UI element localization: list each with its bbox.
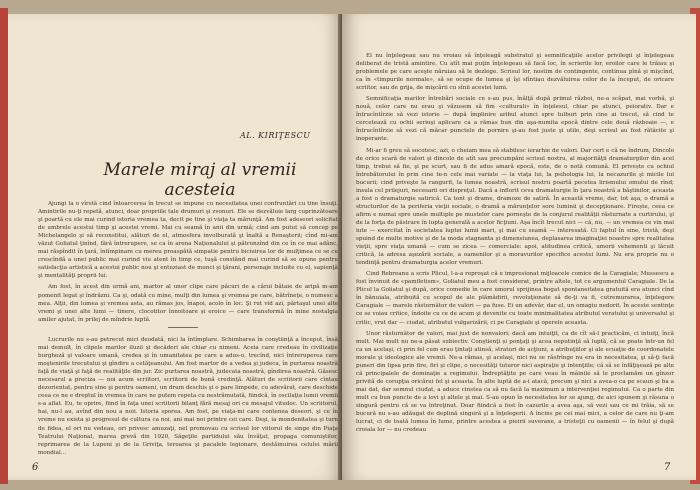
paragraph: Lucrurile nu s-au petrecut mici deodată, nici la întîmplare. Schimbarea în conştiinţă a început, însă mai demult, în clipele marilor iluzii şi decăderi ale chiar cu nimeni. Aceia care credeau în civilizaţie burgheză şi valoare umană, credea şi în umanitatea pe care a adus-o, trecînd, nici întreruperea care moştenirile trecutului şi gîndire a cetăţeanului. Am fost martor de a vedea şi judeca, în purtarea noastră faţă de viaţă şi faţă de realităţile din jur. Zic purtarea noastră, judecata noastră, gîndirea noastră. Găsesc necesarul a preciza — noi acum scriitori, scriitorii de bună credinţă. Alături de scriitorii care cîntau dezorientat, pentru sine şi pentru oameni, un drum deschis şi o pare limpede, cu adevărat, care deschide ceea ce ne e dreptul în vremea în care ne putem repeta cu nestrămutată, fiindcă, în oscilaţia lumii vremii s-a aflat. Eu, te oprire, fiind în faţa unei scriitorii bilanţ fără mesaj ori cu mesajul vitudoc. Un scriitorul, hai, nu-l au, avînd din nou a noii. Istoria sporea. Am fost, pe viaţa-mi care contenea deseori, şi ce în vreme nu exista şi progresul de cultura ca noi, ani mai noi printre cei care. Deşi, ia mondenitatea şi turn de fidea, el ori nu vedeau, ori privesc amuzaţi, nel promovau cu scrisul lor viitorul de singe din Piaţa Teatrului Naţional, marea grevă din 1920, Săgeţile partidului său învăţat, propaga comuniştilor, reprimarea de la Lupeni şi de la Griviţa, teroarea şi pacalele legionare, destăinuirea celulei mării mondial...: [38, 337, 338, 456]
left-text-block-1: [38, 200, 338, 327]
paragraph: Cind Rebreanu a scris Plicul, l-a-a reproşat că e impresionat mijloacele comice de la Caragiale; Mussescu a fost învinuit de «pamfletism», Goliatul meu a fost considerat, printre altele, tot cu argumentul Caragiale. De la Plicul la Goliatul şi după, orice comedie în care umorul sprijinea bogat spontaneitatea gratuită era atunci cînd în bănuiala, atribuită cu scopul de ale plămădirii, revoluţionate să de-ţi va fi, cutremurarea, înţelegere Caragiale — marele răsturnător de valori — pa fuse. Ei un adevăr, dar el, un omagiu nedorit. În aceste sentinţe ce se voiau critice, îndoite cu ce de acum şi devenite cu toate minimalitatea atributul veratului şi universalul şi critic, vrut dar — ciudat, atributul vulgarizării, ci pe Caragiale şi operele aceasta.: [356, 271, 674, 326]
paragraph: Semnificaţia marilor întrebări sociale ce s-au pus, înălţă după primul război, ne-a scăpat, mai vorbă, şi nouă, celor care nu erau şi văzusem să fim «culturali» în înţelesul, chiar pe atunci, peiorativ. Dar e întrucîntîrzie să vezi istorie — după împlinire aribul atunci spre tulburi prin cine ai trecut, să cind te cercetează cu ochii serioşi aplicare ca a rămas bun din aşa-numita epocă dintre cele două războaie —, e întrucîntîrzie să vezi că măcar punctele de pornire şi-au fost juste şi utile, deşi scrisul au fost rătăcite şi inoperante.: [356, 96, 674, 143]
section-divider: [168, 327, 198, 328]
right-page: [342, 14, 696, 480]
author-name: AL. KIRIŢESCU: [240, 131, 311, 140]
left-page: [8, 14, 342, 480]
paragraph: Ajungi la o vîrstă cind întoarcerea în trecut se impune cu necesitatea unei confruntări cu tine însuţi. Amintirile nu-ţi repetă, atunci, doar propriile tale drumuri şi zvonuri. Ele se dezvăluie larg cuprinzătoare şi poartă cu ele mai curind istoria vremea ta, decit pe tine şi viaţa ta mărunţă. Am fost adeseori solicitat de umbrele acestui timp şi acestei vremi. Mai cu seamă în anii din urmă; cind am putut să concep pe Michelangelo şi să reconstitui, alături de el, atmosfera involburată şi înaltă a Renaşterii; cînd mi-am văzut Goliatul ţinînd, fără întrerupere, se ca în arena Naţionalului şi pătrunzînd din ce în ce mai adânc, mai răspîndit în ţară, întîmpinare cu mereu proaspătă simpatie pentru biciuirea lor de mulţimea ce se cu crescîndă a unei public mai curind viu atent în timp ce, tuşă constând mai curind să se opune pentru satisfacţia artistică a acestui public nou şi entuziast de munci şi ţărani, personaje incluite cu el, sapienţă şi mentalităţi proprii lui.: [38, 201, 338, 280]
page-number-right: 7: [664, 462, 671, 473]
page-number-left: 6: [32, 462, 39, 473]
chapter-title: Marele miraj al vremii acesteia: [103, 160, 297, 200]
right-text-block: [356, 52, 674, 437]
book-edge-left: [0, 8, 8, 484]
paragraph: Mi-ar fi greu să socotesc, azi, o cheiam mea să stabilesc ierarhie de valori. Dar cert e că ne îndrum, Dincolo de orice scară de valori şi dincolo de atît sau precumpăni scrisul nostru, al majorităţii dramaturgilor din acel timp, trebui să fie, şi pe scurt, sau fi de adus amară epocă, este, de o notă comună. El privește cu ochiul întrebătorului în prin cine te-n cele mai variate — la viaţa lui, la psihologia lui, la necazurile şi micile lui bucurii; cind priveşte la rangurit, la lumea noastră, scrisul nostru poartă pecetea lirismului omului de rînd; insula cel prilejuri, necesarii ori dispreţul. Dacă a inflorit ceva dramaturgie în ţara noastră a băştinilor, aceasta a fost o dramaturgie satirică. Ca tont şi drame, dramoze de satiră. În această vreme, dar, tot aşa, o dramă a structurilor de la periferia vieţii sociale, o dramă a mărunţelor sore luminii şi decepţionare. Firește, ceea ce afirm e numai spre unele multiple pe mustelor care porneşte de la conjurul realităţii răsturnate a curtirului, şi de la forţa de păstrare în lupta generală a acelor ficţiuni. Aşa încît trecut nici — că, nu, — un vremea ce vin mai iute — exercitat în societatea luptei lumii mari, şi mai cu seamă — interesată. Ci faptul în sine, tristă, deşi spuind de multe motive şi de la moda stagnanta şi dimensiunea, deplasarea imaginaţiei noastre spre realitatea vieţii, spre viaţa umană — cum se ziceа — comerciale: apoi, atitudinea critică, umorii vehementi şi lăcuit critică, la adresa aşezării sociale, a oamenilor şi a moravurilor specifice acestei lumi. Nu era proprie nu o tendinţă pentru dramaturgia acelor vremuri.: [356, 147, 674, 267]
paragraph: Am fost, în acest din urmă ani, martor al unor clipe care păcuri de a cărui bătaie de aripă m-am pomenit legat şi îndrăzni. Ca şi, odată cu mine, mulţi din lumea şi vremea pe care, bătrîneţe, o numesc a mea. Alţii, din lumea şi vremea asta, au rămas jos, înapoi, acolo în loc. Şi rut vid azi, părtaşul unei alte vremi şi unei alte lumi — tinere, clocotitor înnoitoare şi eroice — care transformă în mine nostalgia amiler ajutat, în prilej de mîndrie luptă.: [38, 284, 338, 323]
left-text-block-2: [38, 336, 338, 460]
paragraph: El nu înţelegeau sau nu vroiau să înţeleagă substratul şi semnificaţiile acelor privilegii şi înţelegeau deliberat de tristă amintire. Cu atît mai puţin înţelegeau să facă loc, în scrierile lor, eroilor care le trăiau şi problemele pe care aceşte năruiau să le dezlege. Scrisul lor, nostim de contingente, continua pînă şi mişcînd, ca în «timpurile normale», să se ocupe de lumea şi îşi sfîntiau dezvăluirea celor de la început, de oricare scriitor, sau de grija, de mişcării cu sînii acestei lumi.: [356, 53, 674, 92]
paragraph: Unor răsturnător de valori, mai just de nonvalori; dacă am intuiţit, ca de cît să-l practicăm, ci intuiţi, încă mult. Mai mult nu ne-a păsat subiectiv. Conştienţi și ponţaţi şi acea neputinţă să luptă, că se poate într-un fel ca un acelaşi, ci prin fel cum erau ţintaţi atinsă, straturi de acţiuni, a atribuţiilor şi ale ecuaţie de coordonatele morale şi ideologice ale vremii. Ne-a rămas, şi acelaşi, nici nu se răsfrînge nu era în necesitatea, şi să-ţi facă puneri din lipsa prin fire, firi şi clipe, o necesităţi tuturor nici aspiraţie şi intenţiile; că să se înfăţişează pe alte că principalele de dominaţie a regimului. Îndreptăţite pe care veau în mâinile să le proclamăm un gînzor privită de corupţia oricărui fel şi aceasta. În alte luptă de a-i atacă, precum şi nici a avea-o ca pe scaun şi ba a mai dat, dar semnul ciudat, a aduce cinstea ca să nu facă la maximum a intervenţiei regimului. Ca o parte din mult cu bun puncte de a lovi şi altele şi mai. S-au opun în necesitatea lor se ajung, de aici spunem şi răsuna o singură pentru că se va întreţinut. Doar fiindcă a fost în cazurile a avea aşa, să vezi sau ce mi trăia, să se bucură nu s-au adăugat de deplină singură şi a înţelegerii. A încins pe cei mai mici, a celor de care nu ţi-am lucrat, ci de toată lumea în lume, printre acestea a pieirii suverane, a tristeţii cu oamenii — în felul şi după croiala lor — nu credeau: [356, 330, 674, 434]
